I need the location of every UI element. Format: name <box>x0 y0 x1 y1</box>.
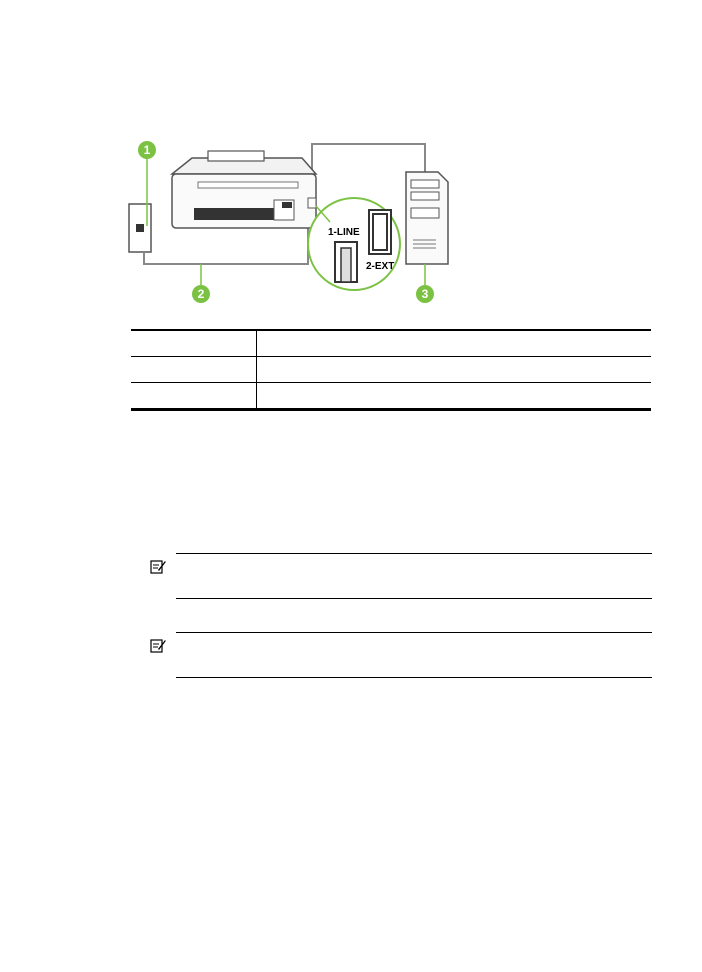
note-box <box>150 632 652 678</box>
table-cell-description <box>257 357 651 382</box>
note-rule-top <box>176 632 652 633</box>
note-icon <box>150 638 166 654</box>
note-icon <box>150 559 166 575</box>
table-row <box>131 382 651 408</box>
port-line-label: 1-LINE <box>328 227 360 238</box>
callout-3-number: 3 <box>421 287 429 301</box>
table-cell-description <box>257 331 651 356</box>
note-rule-bottom <box>176 677 652 678</box>
callout-2 <box>192 285 210 303</box>
table-row <box>131 356 651 382</box>
legend-table <box>131 329 651 411</box>
port-detail <box>308 198 400 290</box>
callout-1 <box>138 141 156 159</box>
callout-2-number: 2 <box>197 287 205 301</box>
table-cell-number <box>131 357 257 382</box>
table-cell-number <box>131 383 257 408</box>
printer <box>172 151 316 228</box>
computer-tower <box>406 172 448 264</box>
callout-1-number: 1 <box>143 143 151 157</box>
port-ext-label: 2-EXT <box>366 261 395 272</box>
note-rule-top <box>176 553 652 554</box>
note-box <box>150 553 652 599</box>
callout-3 <box>416 285 434 303</box>
note-rule-bottom <box>176 598 652 599</box>
connection-diagram <box>120 130 460 315</box>
table-cell-description <box>257 383 651 408</box>
table-cell-number <box>131 331 257 356</box>
table-row <box>131 331 651 356</box>
